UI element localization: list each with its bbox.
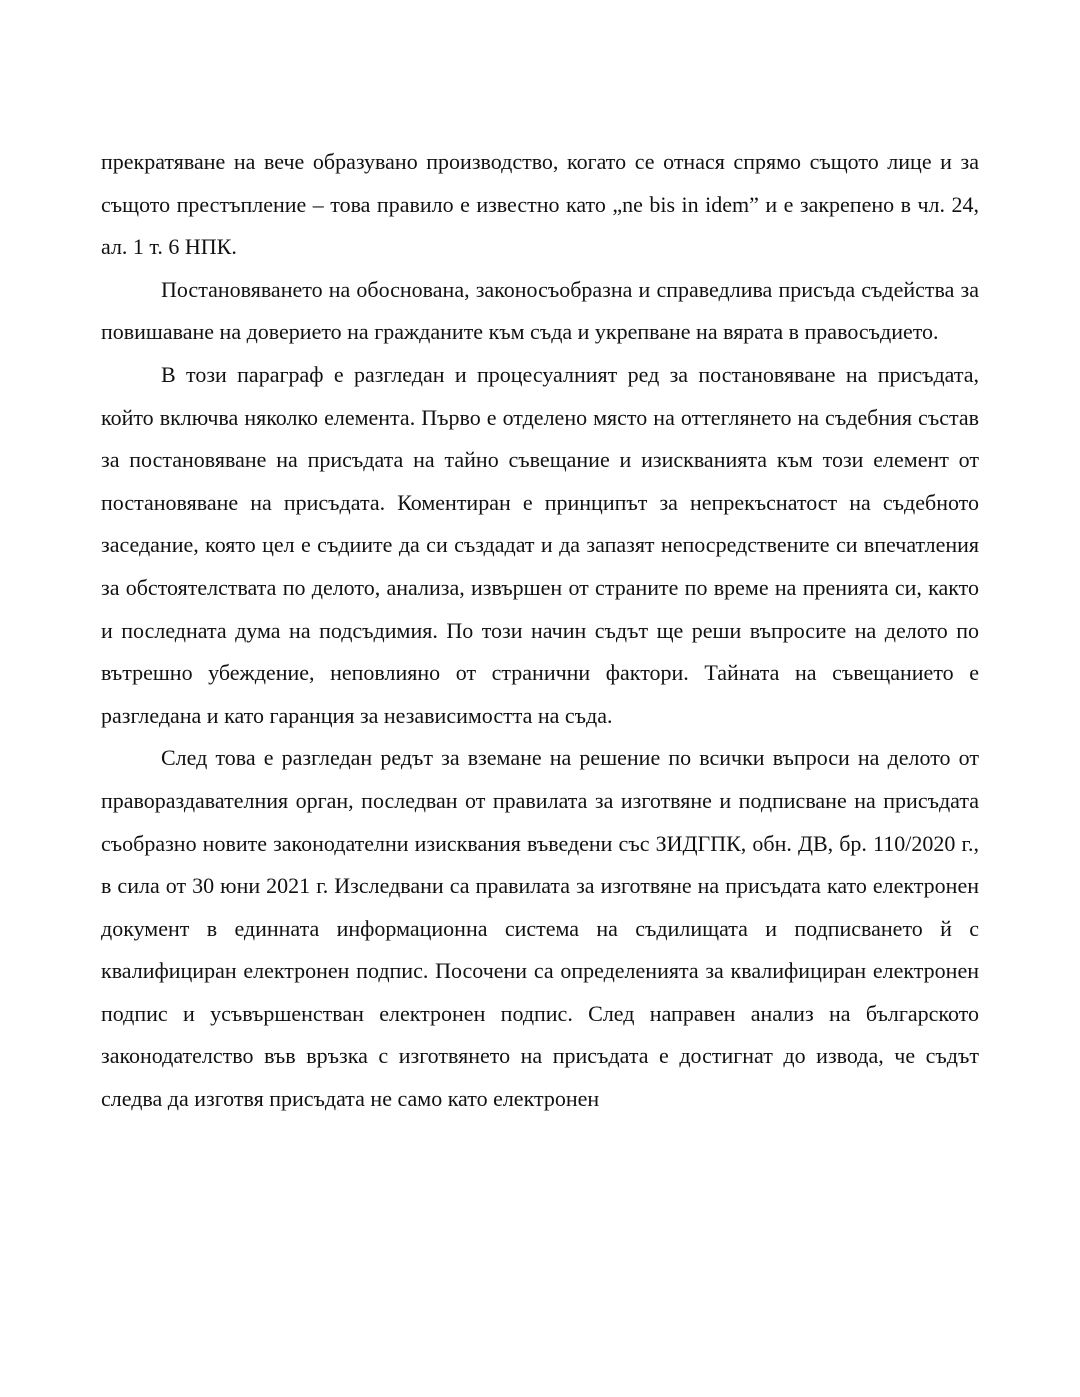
paragraph-continuation: прекратяване на вече образувано производство, когато се отнася спрямо същото лице и за същото престъпление – това правило е известно като „ne bis in idem” и е закрепено в чл. 24, ал. 1 т. 6 НПК. (101, 149, 979, 260)
paragraph-verdict-trust: Постановяването на обоснована, законосъобразна и справедлива присъда съдейства за повишаване на доверието на гражданите към съда и укрепване на вярата в правосъдието. (101, 276, 979, 345)
paragraph-procedure: В този параграф е разгледан и процесуалният ред за постановяване на присъдата, който включва няколко елемента. Първо е отделено място на оттеглянето на съдебния състав за постановяване на присъдата на тайно съвещание и изискванията към този елемент от постановяване на присъдата. Коментиран е принципът за непрекъснатост на съдебното заседание, която цел е съдиите да си създадат и да запазят непосредствените си впечатления за обстоятелствата по делото, анализа, извършен от страните по време на пренията си, както и последната дума на подсъдимия. По този начин съдът ще реши въпросите на делото по вътрешно убеждение, неповлияно от странични фактори. Тайната на съвещанието е разгледана и като гаранция за независимостта на съда. (101, 361, 979, 728)
document-page (101, 141, 979, 1121)
paragraph-electronic-signature: След това е разгледан редът за вземане на решение по всички въпроси на делото от правораздавателния орган, последван от правилата за изготвяне и подписване на присъдата съобразно новите законодателни изисквания въведени със ЗИДГПК, обн. ДВ, бр. 110/2020 г., в сила от 30 юни 2021 г. Изследвани са правилата за изготвяне на присъдата като електронен документ в единната информационна система на съдилищата и подписването й с квалифициран електронен подпис. Посочени са определенията за квалифициран електронен подпис и усъвършенстван електронен подпис. След направен анализ на българското законодателство във връзка с изготвянето на присъдата е достигнат до извода, че съдът следва да изготвя присъдата не само като електронен (101, 745, 979, 1112)
